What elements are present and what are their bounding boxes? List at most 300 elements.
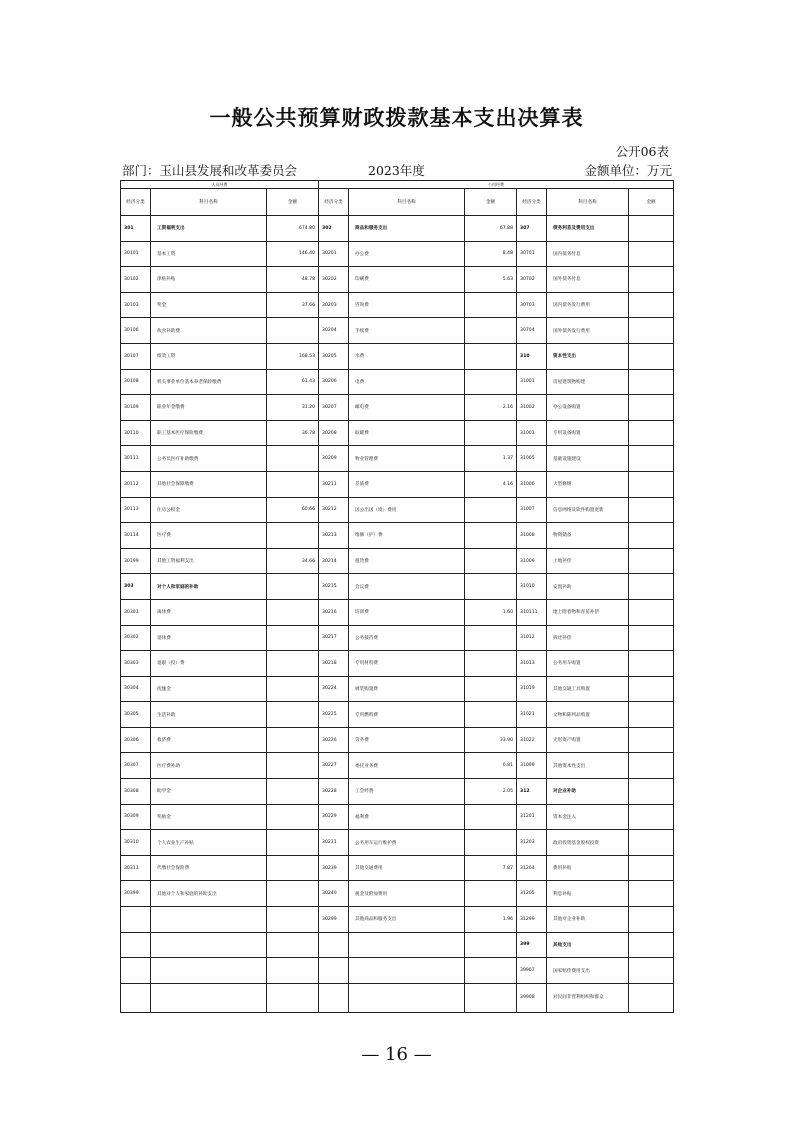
table-row xyxy=(121,318,674,344)
cell-name: 离休费 xyxy=(151,599,267,625)
cell-code: 30305 xyxy=(121,702,151,728)
cell-name: 安置补助 xyxy=(547,574,629,600)
cell-name: 其他工资福利支出 xyxy=(151,548,267,574)
cell-name: 拆迁补偿 xyxy=(547,625,629,651)
expenditure-table xyxy=(120,180,674,1013)
cell-name: 大型修缮 xyxy=(547,471,629,497)
table-row xyxy=(121,497,674,523)
cell-amount xyxy=(629,292,674,318)
department-label: 部门：玉山县发展和改革委员会 xyxy=(122,163,298,178)
cell-name: 水费 xyxy=(349,343,465,369)
cell-code: 31007 xyxy=(517,497,547,523)
cell-amount xyxy=(465,318,517,344)
cell-code: 31006 xyxy=(517,471,547,497)
header-name: 科目名称 xyxy=(151,189,267,216)
cell-code: 30226 xyxy=(319,727,349,753)
cell-name: 费用补贴 xyxy=(547,855,629,881)
cell-code: 31005 xyxy=(517,446,547,472)
cell-name: 住房公积金 xyxy=(151,497,267,523)
cell-amount xyxy=(629,420,674,446)
cell-code: 31022 xyxy=(517,727,547,753)
cell-amount xyxy=(465,676,517,702)
cell-amount xyxy=(629,216,674,242)
cell-code: 30224 xyxy=(319,676,349,702)
table-row xyxy=(121,267,674,293)
cell-name: 专用设备购置 xyxy=(547,420,629,446)
cell-code: 30308 xyxy=(121,779,151,805)
cell-code: 310111 xyxy=(517,599,547,625)
cell-name: 基础设施建设 xyxy=(547,446,629,472)
cell-code xyxy=(319,932,349,958)
table-row xyxy=(121,343,674,369)
cell-amount xyxy=(267,471,319,497)
cell-amount xyxy=(629,753,674,779)
cell-code: 30239 xyxy=(319,855,349,881)
cell-amount xyxy=(629,548,674,574)
cell-name: 其他社会保障缴费 xyxy=(151,471,267,497)
cell-amount: 168.53 xyxy=(267,343,319,369)
cell-code: 31009 xyxy=(517,548,547,574)
cell-name: 物业管理费 xyxy=(349,446,465,472)
cell-amount xyxy=(629,727,674,753)
cell-name: 个人农业生产补贴 xyxy=(151,830,267,856)
cell-amount xyxy=(465,523,517,549)
cell-name: 维修（护）费 xyxy=(349,523,465,549)
cell-amount xyxy=(465,343,517,369)
cell-code: 31010 xyxy=(517,574,547,600)
cell-code: 31099 xyxy=(517,753,547,779)
cell-code: 30204 xyxy=(319,318,349,344)
cell-name: 资本性支出 xyxy=(547,343,629,369)
table-row xyxy=(121,983,674,1012)
cell-name: 福利费 xyxy=(349,804,465,830)
cell-name: 印刷费 xyxy=(349,267,465,293)
cell-code: 31299 xyxy=(517,907,547,933)
cell-amount xyxy=(267,830,319,856)
cell-amount xyxy=(629,958,674,984)
cell-name: 租赁费 xyxy=(349,548,465,574)
cell-code: 39908 xyxy=(517,983,547,1012)
group-public: 公用经费 xyxy=(319,181,674,189)
cell-name: 电费 xyxy=(349,369,465,395)
cell-name: 国外债务付息 xyxy=(547,267,629,293)
cell-code: 31019 xyxy=(517,676,547,702)
cell-name: 抚恤金 xyxy=(151,676,267,702)
cell-code: 30112 xyxy=(121,471,151,497)
table-row xyxy=(121,395,674,421)
table-row xyxy=(121,369,674,395)
cell-name: 国内债务付息 xyxy=(547,241,629,267)
cell-code: 30103 xyxy=(121,292,151,318)
cell-name: 伙食补助费 xyxy=(151,318,267,344)
cell-code: 30310 xyxy=(121,830,151,856)
cell-code: 30703 xyxy=(517,292,547,318)
cell-code: 30216 xyxy=(319,599,349,625)
cell-name: 手续费 xyxy=(349,318,465,344)
cell-name: 会议费 xyxy=(349,574,465,600)
cell-amount: 7.87 xyxy=(465,855,517,881)
cell-amount xyxy=(267,983,319,1012)
cell-amount: 37.66 xyxy=(267,292,319,318)
cell-code: 30207 xyxy=(319,395,349,421)
cell-name: 土地补偿 xyxy=(547,548,629,574)
cell-name: 专用燃料费 xyxy=(349,702,465,728)
cell-code: 301 xyxy=(121,216,151,242)
table-row xyxy=(121,907,674,933)
cell-amount: 67.88 xyxy=(465,216,517,242)
cell-code xyxy=(319,983,349,1012)
cell-code: 31002 xyxy=(517,395,547,421)
header-name: 科目名称 xyxy=(349,189,465,216)
cell-name: 助学金 xyxy=(151,779,267,805)
cell-name: 其他对企业补助 xyxy=(547,907,629,933)
cell-amount xyxy=(465,804,517,830)
page-title: 一般公共预算财政拨款基本支出决算表 xyxy=(209,105,584,130)
cell-name: 生活补助 xyxy=(151,702,267,728)
cell-code: 30217 xyxy=(319,625,349,651)
cell-code: 31205 xyxy=(517,881,547,907)
cell-code: 30309 xyxy=(121,804,151,830)
table-number: 公开06表 xyxy=(615,144,669,159)
cell-amount xyxy=(267,727,319,753)
cell-name: 对企业补助 xyxy=(547,779,629,805)
cell-name: 房屋建筑物购建 xyxy=(547,369,629,395)
cell-amount xyxy=(465,983,517,1012)
cell-code: 30214 xyxy=(319,548,349,574)
cell-name: 咨询费 xyxy=(349,292,465,318)
cell-code: 31008 xyxy=(517,523,547,549)
cell-code: 30106 xyxy=(121,318,151,344)
cell-name: 其他交通费用 xyxy=(349,855,465,881)
cell-name: 退职（役）费 xyxy=(151,651,267,677)
table-row xyxy=(121,753,674,779)
cell-amount xyxy=(267,804,319,830)
cell-amount xyxy=(465,497,517,523)
cell-amount xyxy=(267,676,319,702)
cell-amount xyxy=(465,881,517,907)
cell-name xyxy=(349,932,465,958)
cell-code: 31201 xyxy=(517,804,547,830)
cell-amount xyxy=(629,651,674,677)
cell-code: 30209 xyxy=(319,446,349,472)
cell-amount xyxy=(267,932,319,958)
cell-code: 31203 xyxy=(517,830,547,856)
cell-amount xyxy=(267,702,319,728)
cell-amount xyxy=(629,881,674,907)
cell-code: 30240 xyxy=(319,881,349,907)
cell-name: 公务接待费 xyxy=(349,625,465,651)
cell-code: 30114 xyxy=(121,523,151,549)
cell-name: 利息补贴 xyxy=(547,881,629,907)
cell-amount: 0.81 xyxy=(465,753,517,779)
cell-name: 医疗费 xyxy=(151,523,267,549)
cell-code: 30228 xyxy=(319,779,349,805)
cell-code: 30303 xyxy=(121,651,151,677)
table-row xyxy=(121,651,674,677)
cell-code: 31021 xyxy=(517,702,547,728)
cell-name: 工会经费 xyxy=(349,779,465,805)
cell-code: 31001 xyxy=(517,369,547,395)
cell-code: 30205 xyxy=(319,343,349,369)
cell-name: 医疗费补助 xyxy=(151,753,267,779)
cell-amount xyxy=(629,932,674,958)
header-amount: 金额 xyxy=(465,189,517,216)
cell-code: 30213 xyxy=(319,523,349,549)
cell-amount: 5.63 xyxy=(465,267,517,293)
page-number: — 16 — xyxy=(361,1044,432,1065)
cell-name xyxy=(349,983,465,1012)
cell-amount: 674.80 xyxy=(267,216,319,242)
table-row xyxy=(121,702,674,728)
cell-amount xyxy=(267,907,319,933)
cell-amount xyxy=(465,932,517,958)
cell-code: 302 xyxy=(319,216,349,242)
cell-amount xyxy=(267,779,319,805)
cell-code: 30107 xyxy=(121,343,151,369)
cell-name: 因公出国（境）费用 xyxy=(349,497,465,523)
cell-amount xyxy=(465,625,517,651)
cell-name: 奖励金 xyxy=(151,804,267,830)
cell-amount xyxy=(465,574,517,600)
cell-amount xyxy=(267,753,319,779)
cell-name: 地上附着物和青苗补偿 xyxy=(547,599,629,625)
cell-code: 39907 xyxy=(517,958,547,984)
cell-amount xyxy=(629,318,674,344)
cell-amount: 2.05 xyxy=(465,779,517,805)
cell-code xyxy=(121,958,151,984)
cell-amount xyxy=(629,395,674,421)
cell-name: 文物和陈列品购置 xyxy=(547,702,629,728)
cell-code: 30110 xyxy=(121,420,151,446)
cell-amount xyxy=(629,446,674,472)
cell-name: 物资储备 xyxy=(547,523,629,549)
header-code: 经济分类 xyxy=(517,189,547,216)
cell-name: 专用材料费 xyxy=(349,651,465,677)
cell-amount xyxy=(629,369,674,395)
cell-amount xyxy=(465,420,517,446)
cell-code: 30229 xyxy=(319,804,349,830)
cell-amount xyxy=(629,625,674,651)
cell-name: 邮电费 xyxy=(349,395,465,421)
info-line xyxy=(122,161,672,179)
cell-code: 30301 xyxy=(121,599,151,625)
cell-code: 30231 xyxy=(319,830,349,856)
cell-code: 30304 xyxy=(121,676,151,702)
cell-name: 政府投资基金股权投资 xyxy=(547,830,629,856)
cell-code: 30215 xyxy=(319,574,349,600)
cell-amount: 8.48 xyxy=(465,241,517,267)
cell-amount xyxy=(629,267,674,293)
cell-name: 工资福利支出 xyxy=(151,216,267,242)
cell-amount: 1.60 xyxy=(465,599,517,625)
cell-amount xyxy=(629,830,674,856)
group-header-row xyxy=(121,181,674,189)
group-personnel: 人员经费 xyxy=(121,181,319,189)
cell-name: 取暖费 xyxy=(349,420,465,446)
cell-code: 30101 xyxy=(121,241,151,267)
table-row xyxy=(121,830,674,856)
table-row xyxy=(121,804,674,830)
cell-name: 培训费 xyxy=(349,599,465,625)
cell-name: 公务员医疗补助缴费 xyxy=(151,446,267,472)
cell-name: 资本金注入 xyxy=(547,804,629,830)
table-row xyxy=(121,881,674,907)
cell-name: 商品和服务支出 xyxy=(349,216,465,242)
table-row xyxy=(121,625,674,651)
cell-code: 30225 xyxy=(319,702,349,728)
cell-code: 30306 xyxy=(121,727,151,753)
table-row xyxy=(121,446,674,472)
cell-code: 30299 xyxy=(319,907,349,933)
cell-code: 30311 xyxy=(121,855,151,881)
cell-code: 30199 xyxy=(121,548,151,574)
cell-code: 30206 xyxy=(319,369,349,395)
cell-name: 公务用车运行维护费 xyxy=(349,830,465,856)
cell-amount xyxy=(629,343,674,369)
cell-name: 公务用车购置 xyxy=(547,651,629,677)
cell-code: 30704 xyxy=(517,318,547,344)
cell-code: 30302 xyxy=(121,625,151,651)
column-header-row xyxy=(121,189,674,216)
cell-amount xyxy=(629,804,674,830)
cell-name xyxy=(151,983,267,1012)
cell-amount xyxy=(267,651,319,677)
cell-amount xyxy=(629,523,674,549)
cell-code: 399 xyxy=(517,932,547,958)
cell-amount xyxy=(629,497,674,523)
cell-name: 国内债务发行费用 xyxy=(547,292,629,318)
cell-name: 办公费 xyxy=(349,241,465,267)
cell-code: 30218 xyxy=(319,651,349,677)
cell-amount: 1.96 xyxy=(465,907,517,933)
cell-name: 债务利息及费用支出 xyxy=(547,216,629,242)
cell-amount xyxy=(267,574,319,600)
cell-amount xyxy=(629,855,674,881)
table-row xyxy=(121,932,674,958)
table-row xyxy=(121,420,674,446)
cell-name: 退休费 xyxy=(151,625,267,651)
cell-code: 30212 xyxy=(319,497,349,523)
cell-name: 对民间非营利组织和群众 xyxy=(547,983,629,1012)
cell-code: 30111 xyxy=(121,446,151,472)
cell-amount: 61.43 xyxy=(267,369,319,395)
cell-amount xyxy=(465,292,517,318)
cell-code: 31013 xyxy=(517,651,547,677)
cell-name: 办公设备购置 xyxy=(547,395,629,421)
cell-amount xyxy=(267,599,319,625)
cell-name xyxy=(151,932,267,958)
cell-name: 对个人和家庭的补助 xyxy=(151,574,267,600)
cell-code xyxy=(121,907,151,933)
cell-code xyxy=(121,932,151,958)
cell-name: 职业年金缴费 xyxy=(151,395,267,421)
cell-amount: 4.16 xyxy=(465,471,517,497)
cell-code: 310 xyxy=(517,343,547,369)
cell-amount xyxy=(465,958,517,984)
cell-code: 30102 xyxy=(121,267,151,293)
cell-amount: 60.66 xyxy=(267,497,319,523)
cell-name: 绩效工资 xyxy=(151,343,267,369)
cell-code: 31012 xyxy=(517,625,547,651)
table-row xyxy=(121,599,674,625)
table-row xyxy=(121,216,674,242)
cell-name: 委托业务费 xyxy=(349,753,465,779)
header-name: 科目名称 xyxy=(547,189,629,216)
cell-amount xyxy=(629,599,674,625)
cell-name: 信息网络及软件购置更新 xyxy=(547,497,629,523)
cell-amount xyxy=(267,881,319,907)
cell-name: 机关事业单位基本养老保险缴费 xyxy=(151,369,267,395)
cell-name: 劳务费 xyxy=(349,727,465,753)
cell-amount xyxy=(267,446,319,472)
cell-name: 其他资本性支出 xyxy=(547,753,629,779)
cell-name: 税金及附加费用 xyxy=(349,881,465,907)
cell-amount xyxy=(267,523,319,549)
cell-amount xyxy=(629,241,674,267)
table-row xyxy=(121,958,674,984)
cell-amount: 1.37 xyxy=(465,446,517,472)
cell-code: 30702 xyxy=(517,267,547,293)
cell-name: 无形资产购置 xyxy=(547,727,629,753)
cell-amount xyxy=(629,702,674,728)
cell-code: 31204 xyxy=(517,855,547,881)
cell-name: 差旅费 xyxy=(349,471,465,497)
cell-amount: 31.20 xyxy=(267,395,319,421)
cell-name xyxy=(151,907,267,933)
cell-amount: 48.78 xyxy=(267,267,319,293)
cell-amount xyxy=(465,702,517,728)
cell-name: 其他商品和服务支出 xyxy=(349,907,465,933)
cell-amount: 36.78 xyxy=(267,420,319,446)
cell-amount xyxy=(629,779,674,805)
cell-amount xyxy=(629,907,674,933)
cell-code: 307 xyxy=(517,216,547,242)
table-row xyxy=(121,292,674,318)
cell-code: 30307 xyxy=(121,753,151,779)
cell-code: 312 xyxy=(517,779,547,805)
cell-name: 救济费 xyxy=(151,727,267,753)
unit-label: 金额单位：万元 xyxy=(584,163,672,178)
table-row xyxy=(121,471,674,497)
header-code: 经济分类 xyxy=(319,189,349,216)
table-row xyxy=(121,727,674,753)
cell-code: 30109 xyxy=(121,395,151,421)
cell-name: 被装购置费 xyxy=(349,676,465,702)
cell-code: 30701 xyxy=(517,241,547,267)
cell-name: 国外债务发行费用 xyxy=(547,318,629,344)
cell-amount xyxy=(629,574,674,600)
header-code: 经济分类 xyxy=(121,189,151,216)
cell-amount xyxy=(267,318,319,344)
cell-amount xyxy=(465,548,517,574)
cell-name xyxy=(349,958,465,984)
cell-code: 30203 xyxy=(319,292,349,318)
cell-amount: 2.16 xyxy=(465,395,517,421)
table-row xyxy=(121,574,674,600)
table-row xyxy=(121,779,674,805)
cell-amount xyxy=(267,958,319,984)
cell-amount xyxy=(465,830,517,856)
cell-code: 30399 xyxy=(121,881,151,907)
header-amount: 金额 xyxy=(629,189,674,216)
cell-amount xyxy=(267,855,319,881)
table-row xyxy=(121,676,674,702)
cell-name: 基本工资 xyxy=(151,241,267,267)
cell-code: 30108 xyxy=(121,369,151,395)
cell-code: 303 xyxy=(121,574,151,600)
header-amount: 金额 xyxy=(267,189,319,216)
cell-code xyxy=(319,958,349,984)
